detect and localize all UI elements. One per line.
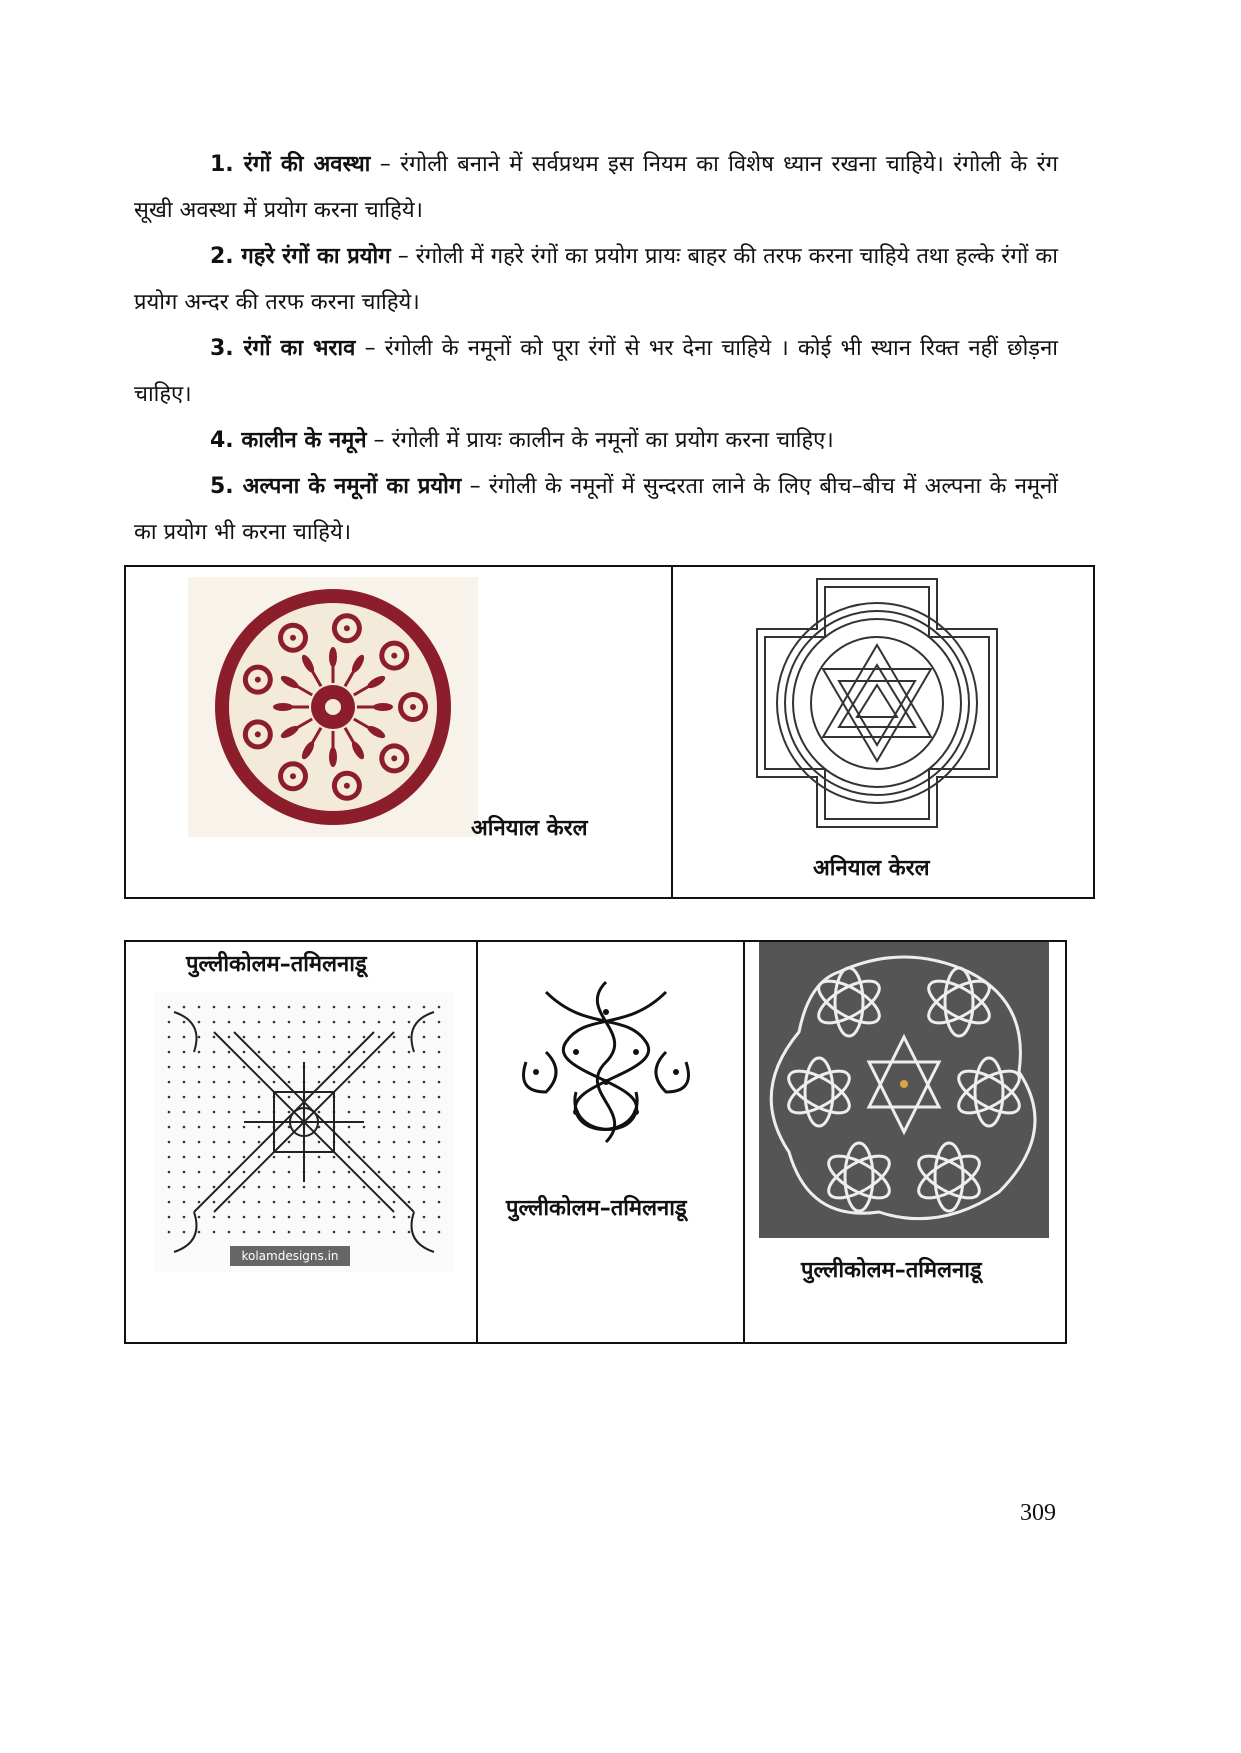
paragraph-1: 1. रंगों की अवस्था – रंगोली बनाने में सर्वप्रथम इस नियम का विशेष ध्यान रखना चाहिये। रंगोली के रंग सूखी अवस्था में प्रयोग करना चाहिये। <box>134 152 1058 223</box>
anial-kerala-table <box>124 565 1095 899</box>
anial-mandala-image <box>188 577 478 837</box>
kolam-caption-2: पुल्लीकोलम–तमिलनाडू <box>506 1196 687 1221</box>
kolam-cell-1 <box>125 941 477 1343</box>
kolam-caption-3: पुल्लीकोलम–तमिलनाडू <box>801 1258 982 1283</box>
kolam-line-image <box>506 972 706 1152</box>
anial-cell-1 <box>125 566 672 898</box>
sri-yantra-image <box>747 569 1007 837</box>
page-number: 309 <box>1020 1500 1056 1526</box>
paragraph-5: 5. अल्पना के नमूनों का प्रयोग – रंगोली के नमूनों में सुन्दरता लाने के लिए बीच–बीच में अल्पना के नमूनों का प्रयोग भी करना चाहिये। <box>134 474 1058 545</box>
anial-cell-2 <box>672 566 1094 898</box>
paragraph-2: 2. गहरे रंगों का प्रयोग – रंगोली में गहरे रंगों का प्रयोग प्रायः बाहर की तरफ करना चाहिये तथा हल्के रंगों का प्रयोग अन्दर की तरफ करना चाहिये। <box>134 244 1058 315</box>
kolam-floor-image <box>759 942 1049 1238</box>
paragraph-3: 3. रंगों का भराव – रंगोली के नमूनों को पूरा रंगों से भर देना चाहिये । कोई भी स्थान रिक्त नहीं छोड़ना चाहिए। <box>134 336 1058 407</box>
kolam-grid-image <box>154 992 454 1272</box>
kolam-cell-2 <box>477 941 744 1343</box>
kolam-caption-1: पुल्लीकोलम–तमिलनाडू <box>186 952 367 977</box>
anial-caption-1: अनियाल केरल <box>471 816 588 841</box>
paragraph-4: 4. कालीन के नमूने – रंगोली में प्रायः कालीन के नमूनों का प्रयोग करना चाहिए। <box>210 428 834 453</box>
kolam-cell-3 <box>744 941 1066 1343</box>
anial-caption-2: अनियाल केरल <box>813 856 930 881</box>
pullikolam-table <box>124 940 1067 1344</box>
kolam-watermark: kolamdesigns.in <box>241 1249 339 1263</box>
